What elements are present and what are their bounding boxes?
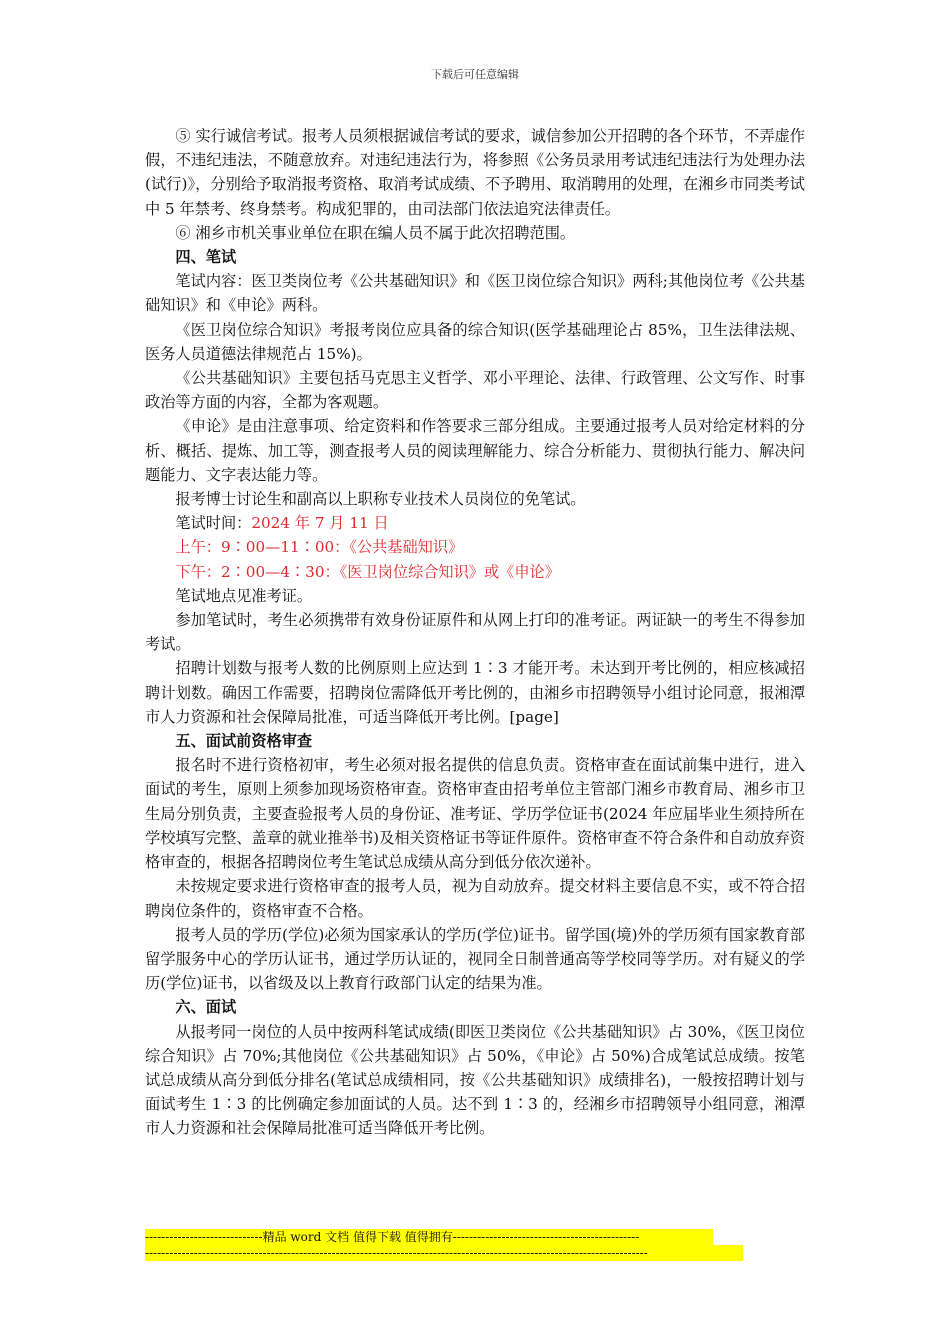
paragraph: 参加笔试时，考生必须携带有效身份证原件和从网上打印的准考证。两证缺一的考生不得参加考试。 [145,611,805,654]
exam-date: 2024 年 7 月 11 日 [251,514,389,533]
document-body [145,124,805,1141]
morning-schedule: 上午：9∶00—11∶00：《公共基础知识》 [175,538,464,557]
paragraph: 笔试内容：医卫类岗位考《公共基础知识》和《医卫岗位综合知识》两科;其他岗位考《公共基础知识》和《申论》两科。 [145,272,805,315]
paragraph: 从报考同一岗位的人员中按两科笔试成绩(即医卫类岗位《公共基础知识》占 30%，《医卫岗位综合知识》占 70%;其他岗位《公共基础知识》占 50%，《申论》占 50%)合成笔试总成绩。按笔试总成绩从高分到低分排名(笔试总成绩相同，按《公共基础知识》成绩排名)，一般按招聘计划与面试考生 1∶3 的比例确定参加面试的人员。达不到 1∶3 的，经湘乡市招聘领导小组同意，湘潭市人力资源和社会保障局批准可适当降低开考比例。 [145,1022,805,1138]
paragraph: 《公共基础知识》主要包括马克思主义哲学、邓小平理论、法律、行政管理、公文写作、时事政治等方面的内容，全都为客观题。 [145,369,805,412]
paragraph: 报考博士讨论生和副高以上职称专业技术人员岗位的免笔试。 [175,490,586,509]
paragraph: 招聘计划数与报考人数的比例原则上应达到 1∶3 才能开考。未达到开考比例的，相应核减招聘计划数。确因工作需要，招聘岗位需降低开考比例的，由湘乡市招聘领导小组讨论同意，报湘潭市人力资源和社会保障局批准，可适当降低开考比例。[page] [145,659,805,726]
paragraph: 《医卫岗位综合知识》考报考岗位应具备的综合知识(医学基础理论占 85%，卫生法律法规、医务人员道德法律规范占 15%)。 [145,320,805,363]
footer-line: -----------------------------精品 word 文档 值得下载 值得拥有---------------------------------------------- [145,1229,713,1245]
paragraph: ⑤ 实行诚信考试。报考人员须根据诚信考试的要求，诚信参加公开招聘的各个环节，不弄虚作假，不违纪违法，不随意放弃。对违纪违法行为，将参照《公务员录用考试违纪违法行为处理办法(试行)》，分别给予取消报考资格、取消考试成绩、不予聘用、取消聘用的处理，在湘乡市同类考试中 5 年禁考、终身禁考。构成犯罪的，由司法部门依法追究法律责任。 [145,127,805,218]
paragraph: 未按规定要求进行资格审查的报考人员，视为自动放弃。提交材料主要信息不实，或不符合招聘岗位条件的，资格审查不合格。 [145,877,805,920]
paragraph: 报名时不进行资格初审，考生必须对报名提供的信息负责。资格审查在面试前集中进行，进入面试的考生，原则上须参加现场资格审查。资格审查由招考单位主管部门湘乡市教育局、湘乡市卫生局分别负责，主要查验报考人员的身份证、准考证、学历学位证书(2024 年应届毕业生须持所在学校填写完整、盖章的就业推举书)及相关资格证书等证件原件。资格审查不符合条件和自动放弃资格审查的，根据各招聘岗位考生笔试总成绩从高分到低分依次递补。 [145,756,805,872]
page-header: 下载后可任意编辑 [431,68,519,81]
exam-time-paragraph [145,511,805,535]
paragraph: ⑥ 湘乡市机关事业单位在职在编人员不属于此次招聘范围。 [175,223,576,242]
exam-time-label: 笔试时间： [175,514,252,533]
afternoon-schedule: 下午：2∶00—4∶30：《医卫岗位综合知识》或《申论》 [175,562,560,581]
section-heading: 六、面试 [175,998,237,1017]
section-heading: 四、笔试 [175,248,237,267]
paragraph: 《申论》是由注意事项、给定资料和作答要求三部分组成。主要通过报考人员对给定材料的分析、概括、提炼、加工等，测查报考人员的阅读理解能力、综合分析能力、贯彻执行能力、解决问题能力、文字表达能力等。 [145,417,805,484]
footer-banner [145,1229,743,1261]
paragraph: 笔试地点见准考证。 [175,586,313,605]
paragraph: 报考人员的学历(学位)必须为国家承认的学历(学位)证书。留学国(境)外的学历须有国家教育部留学服务中心的学历认证书，通过学历认证的，视同全日制普通高等学校同等学历。对有疑义的学历(学位)证书，以省级及以上教育行政部门认定的结果为准。 [145,925,805,993]
section-heading: 五、面试前资格审查 [175,732,313,751]
footer-line: ---------------------------------------------------------------------------------------------------------------------------- [145,1245,743,1261]
